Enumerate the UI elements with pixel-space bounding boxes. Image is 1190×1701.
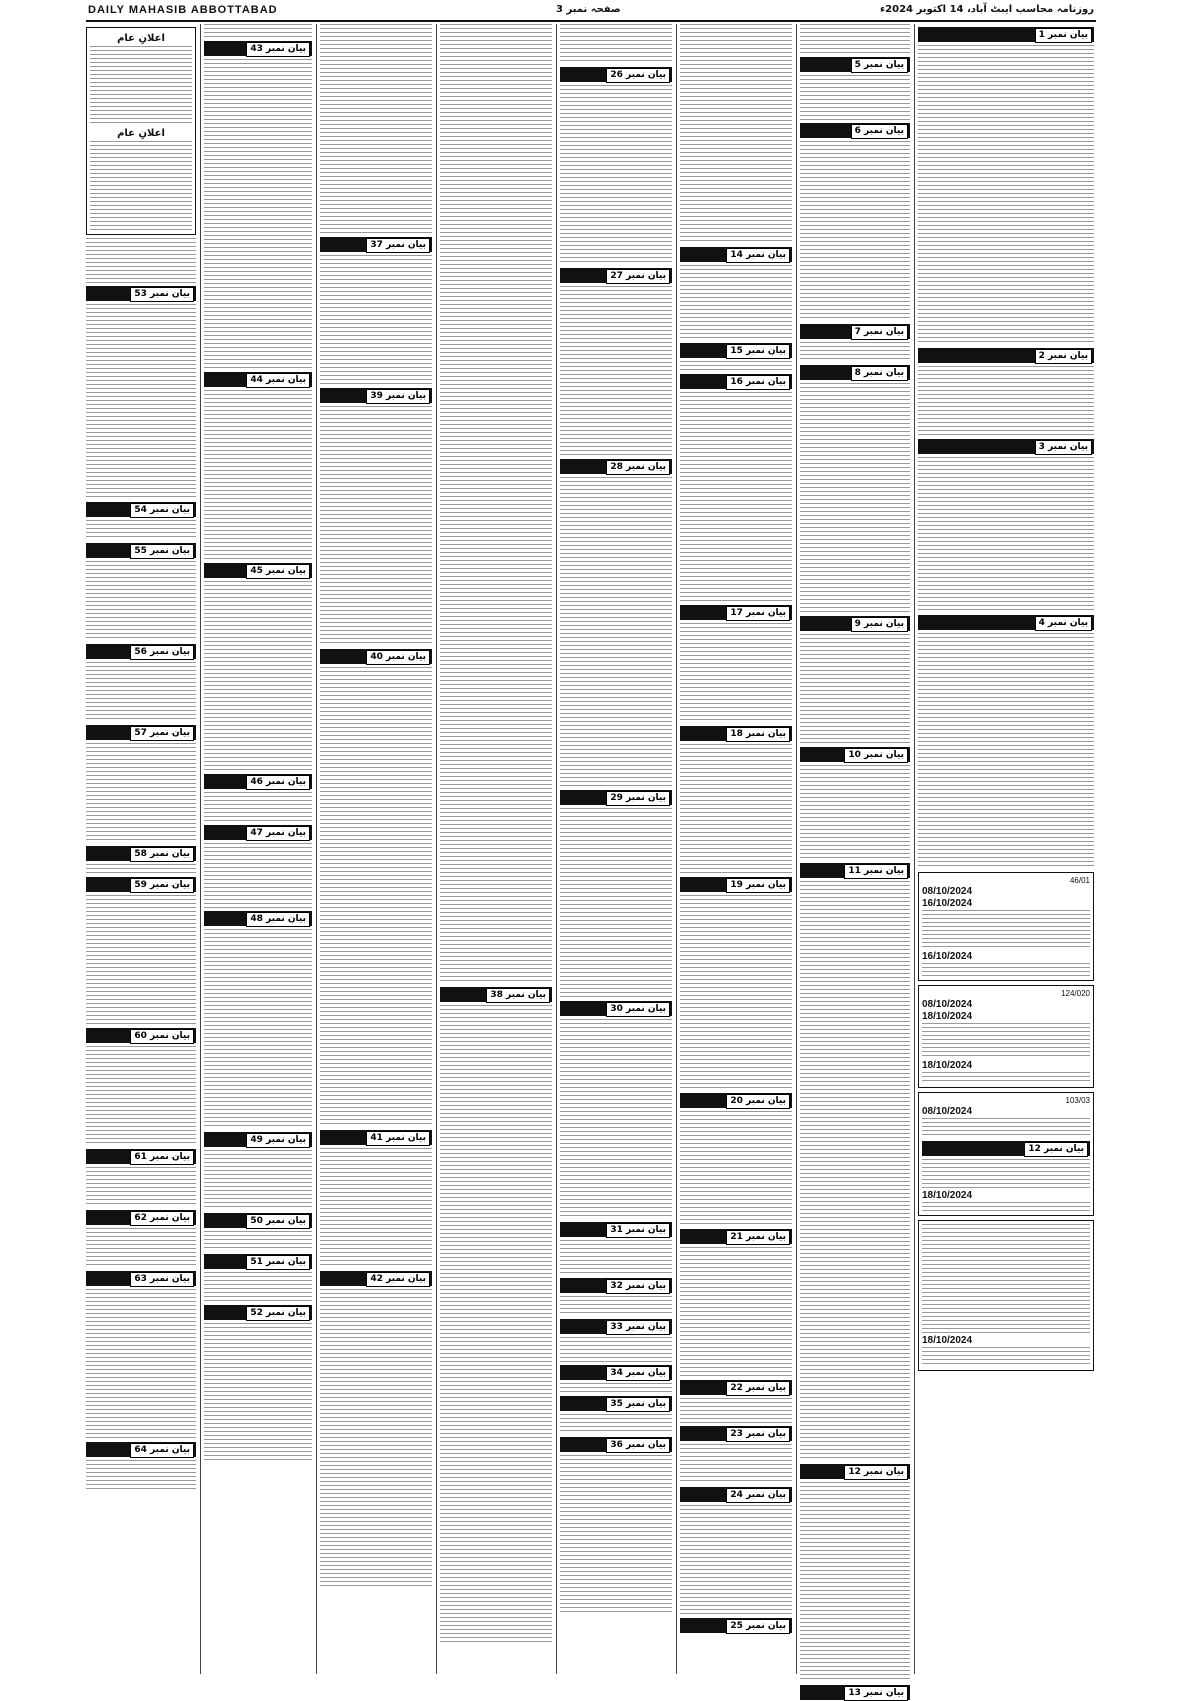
section-header: بیان نمبر 50 — [204, 1213, 312, 1228]
section-header: بیان نمبر 41 — [320, 1130, 432, 1145]
section-header: بیان نمبر 26 — [560, 67, 672, 82]
section-header: بیان نمبر 10 — [800, 747, 910, 762]
column-2 — [204, 24, 312, 1674]
section-header: بیان نمبر 54 — [86, 502, 196, 517]
section-header: بیان نمبر 60 — [86, 1028, 196, 1043]
section-header: بیان نمبر 43 — [204, 41, 312, 56]
section-header: بیان نمبر 19 — [680, 877, 792, 892]
section-header: بیان نمبر 20 — [680, 1093, 792, 1108]
section-header: بیان نمبر 9 — [800, 616, 910, 631]
section-header: بیان نمبر 36 — [560, 1437, 672, 1452]
section-header: بیان نمبر 16 — [680, 374, 792, 389]
section-header: بیان نمبر 8 — [800, 365, 910, 380]
section-header: بیان نمبر 17 — [680, 605, 792, 620]
section-header: بیان نمبر 32 — [560, 1278, 672, 1293]
section-header: بیان نمبر 25 — [680, 1618, 792, 1633]
section-header: بیان نمبر 18 — [680, 726, 792, 741]
section-header: بیان نمبر 29 — [560, 790, 672, 805]
section-header: بیان نمبر 45 — [204, 563, 312, 578]
section-header: بیان نمبر 4 — [918, 615, 1094, 630]
section-header: بیان نمبر 21 — [680, 1229, 792, 1244]
section-header: بیان نمبر 63 — [86, 1271, 196, 1286]
section-header: بیان نمبر 12 — [922, 1141, 1090, 1156]
section-header: بیان نمبر 3 — [918, 439, 1094, 454]
section-header: بیان نمبر 12 — [800, 1464, 910, 1479]
public-notice-title: اعلانِ عام — [117, 128, 165, 139]
section-header: بیان نمبر 47 — [204, 825, 312, 840]
section-header: بیان نمبر 30 — [560, 1001, 672, 1016]
section-header: بیان نمبر 64 — [86, 1442, 196, 1457]
section-header: بیان نمبر 6 — [800, 123, 910, 138]
section-header: بیان نمبر 40 — [320, 649, 432, 664]
section-header: بیان نمبر 58 — [86, 846, 196, 861]
section-header: بیان نمبر 33 — [560, 1319, 672, 1334]
public-notice-title: اعلانِ عام — [117, 33, 165, 44]
section-header — [86, 286, 196, 301]
section-header: بیان نمبر 55 — [86, 543, 196, 558]
section-header: بیان نمبر 62 — [86, 1210, 196, 1225]
court-notice: 18/10/2024 — [918, 1220, 1094, 1371]
column-8 — [918, 24, 1094, 1674]
section-header: بیان نمبر 5 — [800, 57, 910, 72]
section-header: بیان نمبر 57 — [86, 725, 196, 740]
section-header: بیان نمبر 27 — [560, 268, 672, 283]
public-notice-box-1 — [86, 27, 196, 235]
section-header: بیان نمبر 28 — [560, 459, 672, 474]
newspaper-name: DAILY MAHASIB ABBOTTABAD — [88, 4, 278, 16]
column-7 — [800, 24, 910, 1698]
column-1 — [86, 24, 196, 1674]
section-header: بیان نمبر 44 — [204, 372, 312, 387]
section-header: بیان نمبر 1 — [918, 27, 1094, 42]
section-header: بیان نمبر 56 — [86, 644, 196, 659]
section-header: بیان نمبر 14 — [680, 247, 792, 262]
section-header: بیان نمبر 49 — [204, 1132, 312, 1147]
section-header: بیان نمبر 31 — [560, 1222, 672, 1237]
court-notice: 46/01 08/10/2024 16/10/2024 16/10/2024 — [918, 872, 1094, 981]
column-5 — [560, 24, 672, 1674]
section-header: بیان نمبر 59 — [86, 877, 196, 892]
column-4 — [440, 24, 552, 1674]
page-number: صفحہ نمبر 3 — [556, 4, 621, 15]
section-header: بیان نمبر 22 — [680, 1380, 792, 1395]
date-line: روزنامہ محاسب ایبٹ آباد، 14 اکتوبر 2024ء — [880, 4, 1094, 15]
section-header: بیان نمبر 39 — [320, 388, 432, 403]
section-header: بیان نمبر 15 — [680, 343, 792, 358]
section-header: بیان نمبر 34 — [560, 1365, 672, 1380]
court-notice: 103/03 08/10/2024 بیان نمبر 12 18/10/2024 — [918, 1092, 1094, 1216]
section-header: بیان نمبر 42 — [320, 1271, 432, 1286]
section-header: بیان نمبر 61 — [86, 1149, 196, 1164]
masthead — [86, 2, 1096, 22]
column-3 — [320, 24, 432, 1674]
section-header: بیان نمبر 38 — [440, 987, 552, 1002]
section-header: بیان نمبر 37 — [320, 237, 432, 252]
section-header: بیان نمبر 7 — [800, 324, 910, 339]
column-6 — [680, 24, 792, 1674]
section-header: بیان نمبر 24 — [680, 1487, 792, 1502]
section-header: بیان نمبر 46 — [204, 774, 312, 789]
section-header: بیان نمبر 2 — [918, 348, 1094, 363]
section-header: بیان نمبر 35 — [560, 1396, 672, 1411]
section-header: بیان نمبر 48 — [204, 911, 312, 926]
section-header: بیان نمبر 13 — [800, 1685, 910, 1700]
section-header: بیان نمبر 23 — [680, 1426, 792, 1441]
section-header: بیان نمبر 51 — [204, 1254, 312, 1269]
court-notice: 124/020 08/10/2024 18/10/2024 18/10/2024 — [918, 985, 1094, 1088]
section-header: بیان نمبر 11 — [800, 863, 910, 878]
section-number: بیان نمبر 53 — [130, 287, 194, 302]
section-header: بیان نمبر 52 — [204, 1305, 312, 1320]
